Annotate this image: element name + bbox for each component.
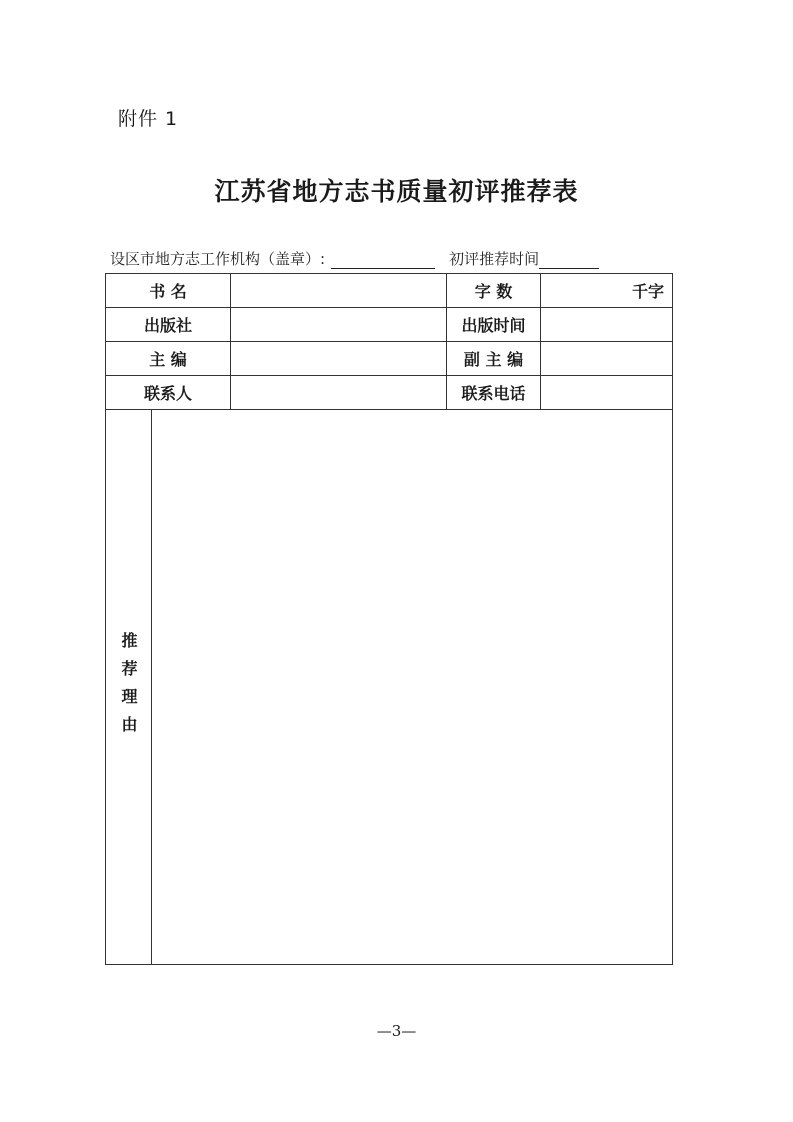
- word-count-unit: 千字: [631, 282, 664, 301]
- chief-editor-field[interactable]: [231, 342, 446, 375]
- publish-date-field[interactable]: [541, 308, 672, 341]
- recommend-reason-label: 推荐理由: [119, 631, 138, 744]
- deputy-editor-field[interactable]: [541, 342, 672, 375]
- form-title: 江苏省地方志书质量初评推荐表: [214, 177, 579, 206]
- deputy-editor-label: 副 主 编: [463, 350, 524, 369]
- word-count-label: 字 数: [474, 282, 513, 301]
- form-subline: [110, 248, 599, 269]
- book-name-label: 书 名: [149, 282, 187, 301]
- org-seal-blank[interactable]: [331, 252, 435, 269]
- recommend-time-blank[interactable]: [539, 252, 599, 269]
- recommendation-form-table: [105, 273, 673, 965]
- contact-person-label: 联系人: [143, 384, 192, 403]
- recommend-reason-field[interactable]: [152, 410, 672, 964]
- publisher-label: 出版社: [143, 316, 192, 335]
- recommend-time-label: 初评推荐时间: [449, 250, 540, 268]
- recommend-reason-label-cell: [106, 410, 151, 965]
- contact-phone-label: 联系电话: [461, 384, 526, 403]
- contact-person-field[interactable]: [231, 376, 446, 409]
- page-number: —3—: [376, 1022, 417, 1040]
- contact-phone-field[interactable]: [541, 376, 672, 409]
- book-name-field[interactable]: [231, 274, 446, 307]
- attachment-label: 附件 1: [118, 108, 179, 130]
- publish-date-label: 出版时间: [461, 316, 526, 335]
- org-seal-label: 设区市地方志工作机构（盖章）:: [110, 250, 326, 268]
- publisher-field[interactable]: [231, 308, 446, 341]
- chief-editor-label: 主 编: [149, 350, 187, 369]
- word-count-field[interactable]: [541, 274, 672, 307]
